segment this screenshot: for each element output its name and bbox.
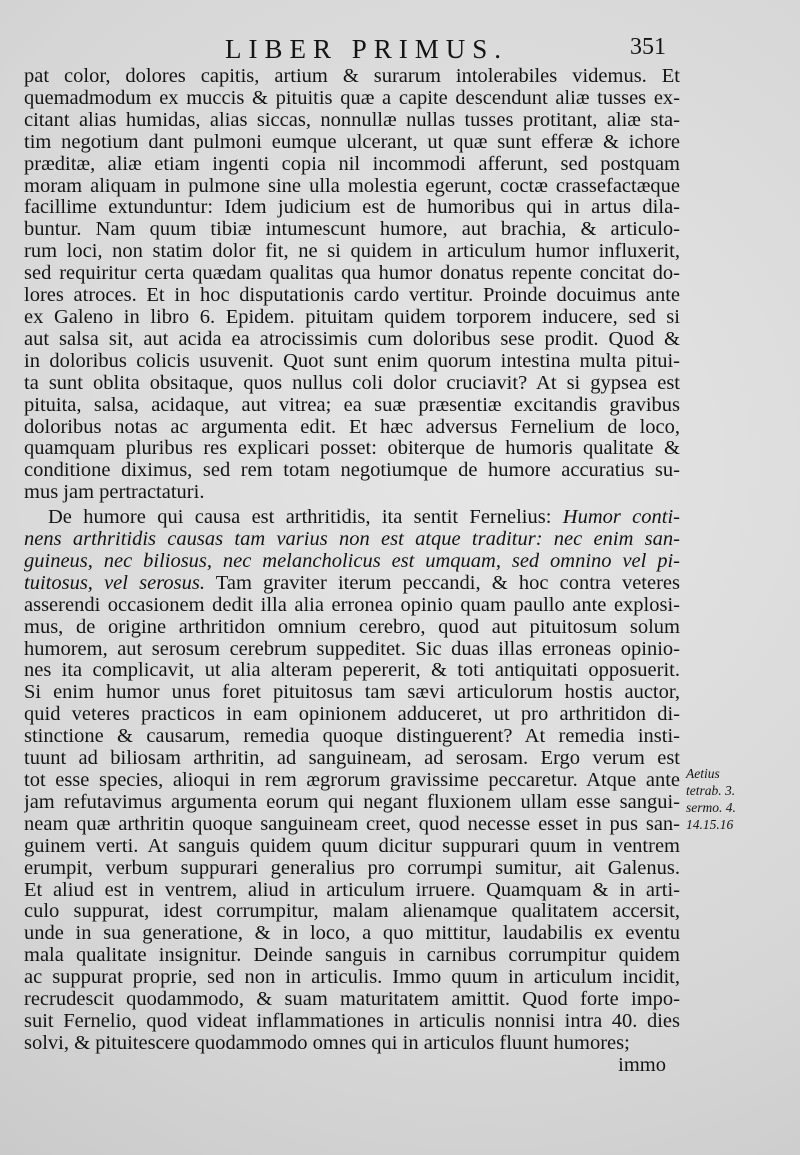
text-segment: quid veteres practicos in eam opinionem adduceret, ut pro arthritidon di- bbox=[24, 704, 680, 726]
italic-quote-segment: tuitosus, vel serosus. bbox=[24, 572, 205, 594]
text-segment: stinctione & causarum, remedia quoque distinguerent? At remedia insti- bbox=[24, 726, 680, 748]
text-line bbox=[24, 482, 680, 504]
text-segment: conditione diximus, sed rem totam negotiumque de humore accuratius su- bbox=[24, 460, 680, 482]
text-segment: erumpit, verbum suppurari generalius pro corrumpi sumitur, ait Galenus. bbox=[24, 857, 680, 879]
text-segment: in doloribus colicis usuvenit. Quot sunt enim quorum intestina multa pitui- bbox=[24, 350, 680, 372]
text-segment: quamquam pluribus res explicari posset: obiterque de humoris qualitate & bbox=[24, 438, 680, 460]
text-segment: Et aliud est in ventrem, aliud in articulum irruere. Quamquam & in arti- bbox=[24, 879, 680, 901]
text-line bbox=[24, 989, 680, 1011]
text-segment: tot esse species, alioqui in rem ægrorum gravissime peccaretur. Atque ante bbox=[24, 770, 680, 791]
text-segment: præditæ, aliæ etiam ingenti copia nil incommodi afferunt, sed postquam bbox=[24, 153, 680, 175]
text-line bbox=[24, 858, 680, 880]
text-line bbox=[24, 639, 680, 661]
text-line bbox=[24, 241, 680, 263]
text-segment: mala qualitate insignitur. Deinde sanguis in carnibus corrumpitur quidem bbox=[24, 945, 680, 967]
marginal-note-line: 14.15.16 bbox=[686, 817, 734, 832]
text-segment: culo suppurat, idest corrumpitur, malam alienamque qualitatem accersit, bbox=[24, 901, 680, 923]
text-line bbox=[24, 814, 680, 836]
marginal-note-line: Aetius bbox=[686, 766, 720, 781]
text-line bbox=[24, 351, 680, 373]
running-head: LIBER PRIMUS. bbox=[225, 34, 509, 64]
text-line bbox=[24, 880, 680, 902]
text-segment: Tam graviter iterum peccandi, & hoc contra veteres bbox=[205, 572, 680, 594]
text-segment: asserendi occasionem dedit illa alia erronea opinio quam paullo ante explosi- bbox=[24, 594, 680, 616]
text-segment: tuunt ad biliosam arthritin, ad sanguineam, ad serosam. Ergo verum est bbox=[24, 748, 680, 770]
text-line bbox=[24, 507, 680, 529]
text-segment: citant alias humidas, alias siccas, nonnullæ nullas tusses protitant, aliæ sta- bbox=[24, 109, 680, 131]
text-line bbox=[24, 154, 680, 176]
body-text bbox=[24, 66, 680, 1077]
text-segment: doloribus notas ac argumenta edit. Et hæc adversus Fernelium de loco, bbox=[24, 416, 680, 438]
text-line bbox=[24, 110, 680, 132]
italic-quote-segment: nens arthritidis causas tam varius non est atque traditur: nec enim san- bbox=[24, 529, 680, 551]
text-segment: solvi, & pituitescere quodammodo omnes qui in articulos fluunt humores; bbox=[24, 1032, 630, 1054]
text-line bbox=[24, 1011, 680, 1033]
marginal-note-line: tetrab. 3. bbox=[686, 783, 736, 798]
text-segment: ac suppurat proprie, sed non in articulis. Immo quum in articulum incidit, bbox=[24, 967, 680, 989]
text-line bbox=[24, 551, 680, 573]
marginal-note bbox=[686, 765, 796, 833]
text-segment: lores atroces. Et in hoc disputationis cardo vertitur. Proinde docuimus ante bbox=[24, 285, 680, 307]
text-line bbox=[24, 219, 680, 241]
text-line bbox=[24, 197, 680, 219]
text-line bbox=[24, 967, 680, 989]
text-segment: De humore qui causa est arthritidis, ita sentit Fernelius: bbox=[48, 507, 563, 529]
text-line bbox=[24, 307, 680, 329]
text-line bbox=[24, 923, 680, 945]
text-line bbox=[24, 792, 680, 814]
text-line bbox=[24, 395, 680, 417]
text-segment: facillime extunduntur: Idem judicium est de humoribus qui in artus dila- bbox=[24, 197, 680, 219]
text-line bbox=[24, 682, 680, 704]
text-segment: ex Galeno in libro 6. Epidem. pituitam quidem torporem inducere, sed si bbox=[24, 306, 680, 328]
marginal-note-line: sermo. 4. bbox=[686, 800, 736, 815]
text-line bbox=[24, 726, 680, 748]
text-segment: sed requiritur certa quædam qualitas qua humor donatus repente concitat do- bbox=[24, 263, 680, 285]
text-segment: tim negotium dant pulmoni eumque ulcerant, ut quæ sunt efferæ & ichore bbox=[24, 131, 680, 153]
text-line bbox=[24, 704, 680, 726]
text-segment: mus jam pertractaturi. bbox=[24, 482, 205, 504]
text-line bbox=[24, 529, 680, 551]
text-line bbox=[24, 285, 680, 307]
text-line bbox=[24, 329, 680, 351]
text-segment: neam quæ arthritin quoque sanguineam creet, quod necesse esset in pus san- bbox=[24, 813, 680, 835]
text-line bbox=[24, 88, 680, 110]
text-line bbox=[24, 263, 680, 285]
text-line bbox=[24, 460, 680, 482]
text-line bbox=[24, 595, 680, 617]
text-line bbox=[24, 748, 680, 770]
text-line bbox=[24, 836, 680, 858]
text-line bbox=[24, 66, 680, 88]
text-segment: rum loci, non statim dolor fit, ne si quidem in articulum humor influxerit, bbox=[24, 241, 680, 263]
text-line bbox=[24, 1033, 680, 1055]
text-line bbox=[24, 617, 680, 639]
text-line bbox=[24, 660, 680, 682]
text-segment: buntur. Nam quum tibiæ intumescunt humore, aut brachia, & articulo- bbox=[24, 219, 680, 241]
text-line bbox=[24, 945, 680, 967]
text-segment: Si enim humor unus foret pituitosus tam sævi articulorum hostis auctor, bbox=[24, 682, 680, 704]
text-segment: mus, de origine arthritidon omnium cerebro, quod aut pituitosum solum bbox=[24, 616, 680, 638]
text-line bbox=[24, 438, 680, 460]
text-segment: pituita, salsa, acidaque, aut vitrea; ea suæ præsentiæ excitandis gravibus bbox=[24, 394, 680, 416]
catchword: immo bbox=[618, 1054, 666, 1076]
text-segment: jam refutavimus argumenta eorum qui negant fluxionem ullam esse sangui- bbox=[24, 791, 680, 813]
italic-quote-segment: Humor conti- bbox=[562, 507, 680, 529]
text-line bbox=[24, 901, 680, 923]
italic-quote-segment: guineus, nec biliosus, nec melancholicus est umquam, sed omnino vel pi- bbox=[24, 550, 680, 572]
text-line bbox=[24, 132, 680, 154]
text-line bbox=[24, 417, 680, 439]
text-segment: unde in sua generatione, & in loco, a quo mittitur, laudabilis ex eventu bbox=[24, 923, 680, 945]
text-segment: pat color, dolores capitis, artium & surarum intolerabiles videmus. Et bbox=[24, 66, 680, 87]
text-segment: quemadmodum ex muccis & pituitis quæ a capite descendunt aliæ tusses ex- bbox=[24, 87, 680, 109]
text-segment: aut salsa sit, aut acida ea atrocissimis cum doloribus sese prodit. Quod & bbox=[24, 328, 680, 350]
text-line bbox=[24, 573, 680, 595]
text-segment: humorem, aut serosum cerebrum suppeditet. Sic duas illas erroneas opinio- bbox=[24, 638, 680, 660]
text-line bbox=[24, 770, 680, 792]
text-line bbox=[24, 373, 680, 395]
text-segment: ta sunt oblita obsitaque, quos nullus coli dolor cruciavit? At si gypsea est bbox=[24, 372, 680, 394]
text-segment: suit Fernelio, quod videat inflammationes in articulis nonnisi intra 40. dies bbox=[24, 1010, 680, 1032]
text-segment: moram aliquam in pulmone sine ulla molestia egerunt, coctæ crassefactæque bbox=[24, 175, 680, 197]
text-segment: recrudescit quodammodo, & suam maturitatem amittit. Quod forte impo- bbox=[24, 989, 680, 1011]
page-number: 351 bbox=[630, 34, 666, 60]
text-line bbox=[24, 176, 680, 198]
text-segment: nes ita complicavit, ut alia alteram pepererit, & toti antiquitati opposuerit. bbox=[24, 660, 680, 682]
text-segment: guinem verti. At sanguis quidem quum dicitur suppurari quum in ventrem bbox=[24, 835, 680, 857]
